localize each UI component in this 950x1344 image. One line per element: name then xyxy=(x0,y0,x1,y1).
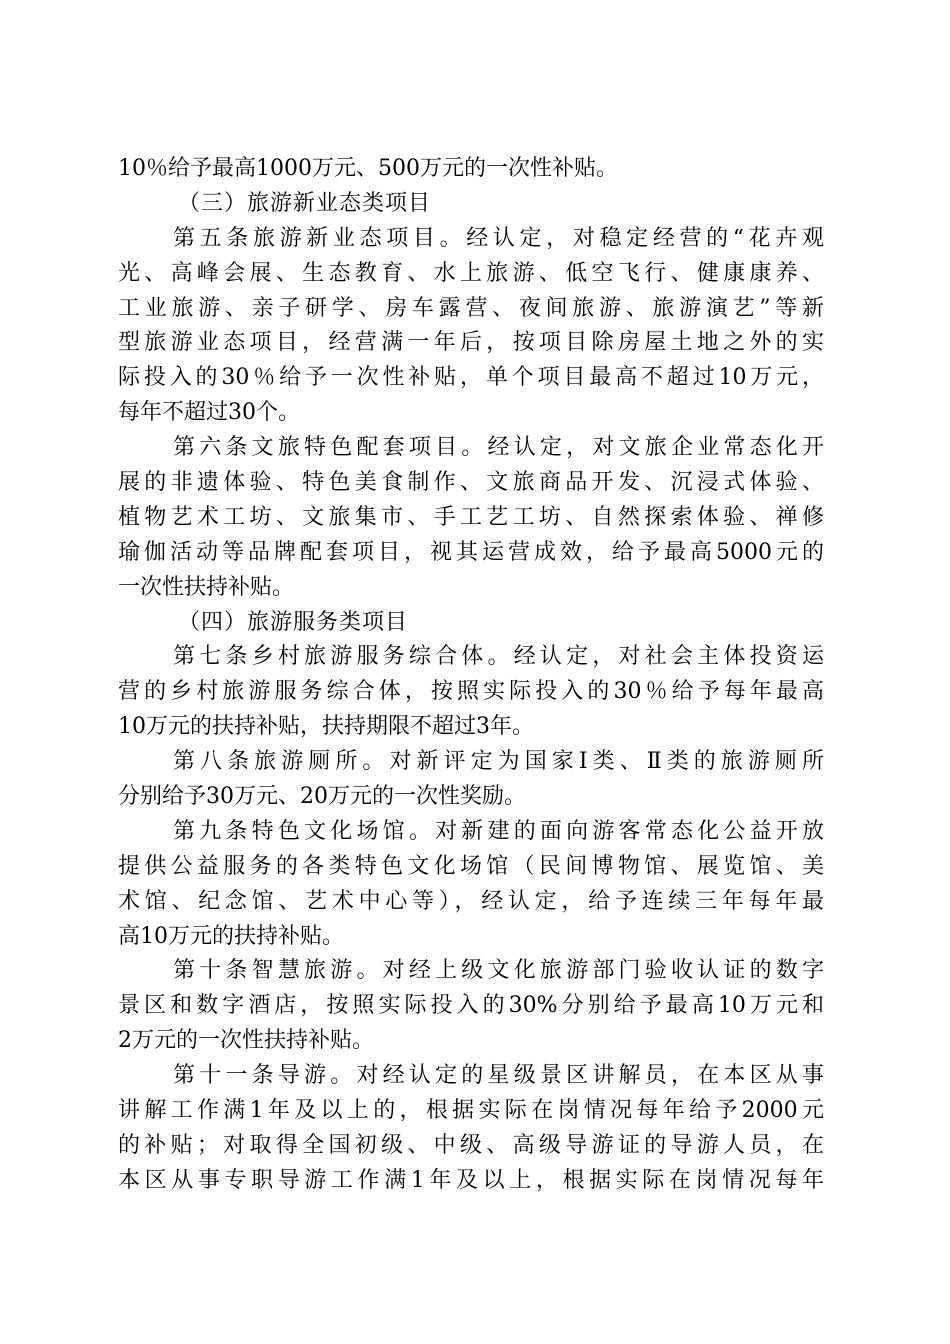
paragraph-line: 际投入的30％给予一次性补贴，单个项目最高不超过10万元， xyxy=(118,365,824,391)
paragraph-line: 第六条文旅特色配套项目。经认定，对文旅企业常态化开 xyxy=(173,435,824,461)
paragraph-line: 工业旅游、亲子研学、房车露营、夜间旅游、旅游演艺”等新 xyxy=(118,295,824,321)
paragraph-line: 景区和数字酒店，按照实际投入的30%分别给予最高10万元和 xyxy=(118,993,824,1019)
paragraph-line: 型旅游业态项目，经营满一年后，按项目除房屋土地之外的实 xyxy=(118,330,824,356)
paragraph-line: 第十条智慧旅游。对经上级文化旅游部门验收认证的数字 xyxy=(173,958,824,984)
paragraph-line: 第十一条导游。对经认定的星级景区讲解员，在本区从事 xyxy=(173,1063,824,1089)
paragraph-line: 讲解工作满1年及以上的，根据实际在岗情况每年给予2000元 xyxy=(118,1098,824,1124)
paragraph-line: 第七条乡村旅游服务综合体。经认定，对社会主体投资运 xyxy=(173,644,824,670)
paragraph-line: 分别给予30万元、20万元的一次性奖励。 xyxy=(118,784,526,810)
paragraph-line: 每年不超过30个。 xyxy=(118,400,300,426)
paragraph-line: 提供公益服务的各类特色文化场馆（民间博物馆、展览馆、美 xyxy=(118,853,824,879)
paragraph-line: 第九条特色文化场馆。对新建的面向游客常态化公益开放 xyxy=(173,818,824,844)
paragraph-line: 术馆、纪念馆、艺术中心等），经认定，给予连续三年每年最 xyxy=(118,888,824,914)
paragraph-line: 10万元的扶持补贴，扶持期限不超过3年。 xyxy=(118,714,534,740)
paragraph-line: 高10万元的扶持补贴。 xyxy=(118,923,344,949)
section-heading: （三）旅游新业态类项目 xyxy=(178,190,432,216)
paragraph-line: 第八条旅游厕所。对新评定为国家Ⅰ类、Ⅱ类的旅游厕所 xyxy=(173,749,824,775)
paragraph-line: 展的非遗体验、特色美食制作、文旅商品开发、沉浸式体验、 xyxy=(118,470,824,496)
paragraph-line: 的补贴；对取得全国初级、中级、高级导游证的导游人员，在 xyxy=(118,1132,824,1158)
paragraph-line: 瑜伽活动等品牌配套项目，视其运营成效，给予最高5000元的 xyxy=(118,539,824,565)
section-heading: （四）旅游服务类项目 xyxy=(178,609,409,635)
document-body xyxy=(118,152,824,1199)
paragraph-line: 光、高峰会展、生态教育、水上旅游、低空飞行、健康康养、 xyxy=(118,260,824,286)
paragraph-line: 10％给予最高1000万元、500万元的一次性补贴。 xyxy=(118,156,618,181)
paragraph-line: 2万元的一次性扶持补贴。 xyxy=(118,1028,374,1054)
paragraph-line: 第五条旅游新业态项目。经认定，对稳定经营的“花卉观 xyxy=(173,225,824,251)
paragraph-line: 营的乡村旅游服务综合体，按照实际投入的30％给予每年最高 xyxy=(118,679,824,705)
paragraph-line: 植物艺术工坊、文旅集市、手工艺工坊、自然探索体验、禅修 xyxy=(118,504,824,530)
paragraph-line: 本区从事专职导游工作满1年及以上，根据实际在岗情况每年 xyxy=(118,1167,824,1193)
paragraph-line: 一次性扶持补贴。 xyxy=(118,574,295,600)
